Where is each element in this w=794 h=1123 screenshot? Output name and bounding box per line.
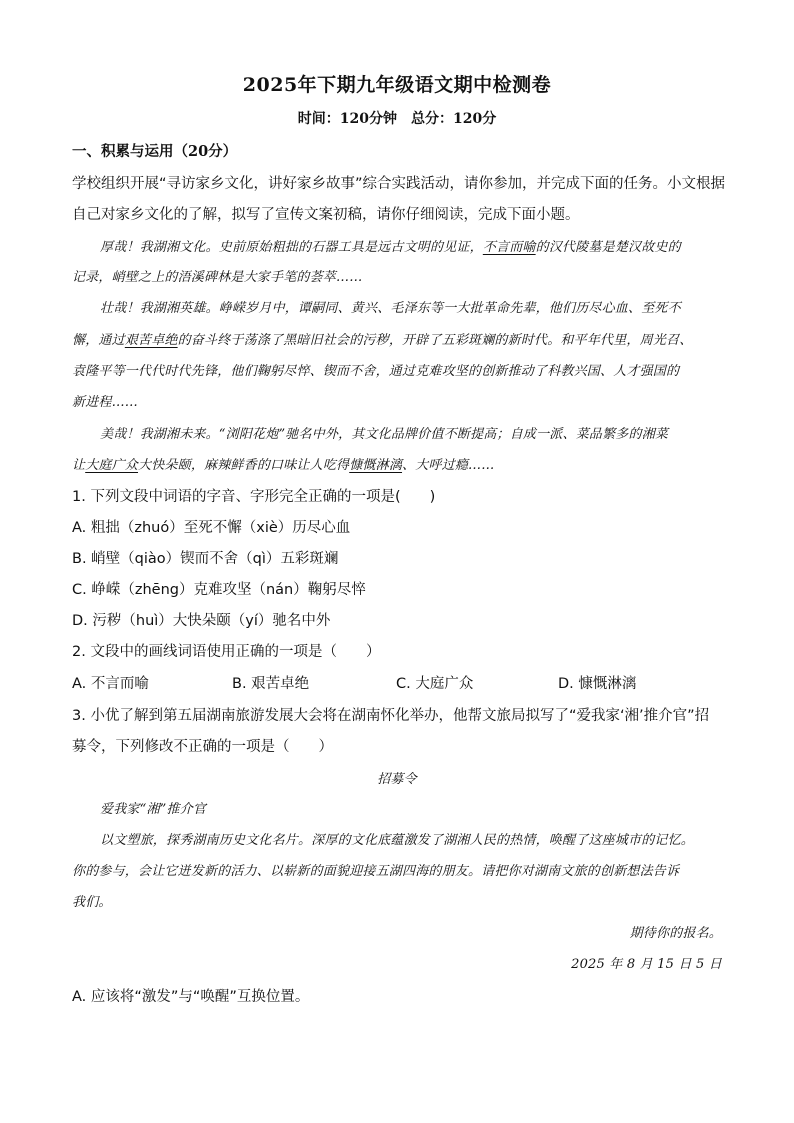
question-1-stem: 1. 下列文段中词语的字音、字形完全正确的一项是( ) (72, 489, 436, 505)
notice-title: 招募令 (377, 772, 417, 787)
page-title: 2025年下期九年级语文期中检测卷 (242, 74, 552, 96)
question-2-option-d: D. 慷慨淋漓 (558, 676, 637, 692)
underlined-term: 大庭广众 (85, 458, 139, 473)
passage-p2-line-2 (72, 329, 722, 348)
passage-p3-line-2 (72, 454, 722, 473)
question-1-option-b: B. 峭壁（qiào）锲而不舍（qì）五彩斑斓 (72, 551, 339, 567)
question-3-stem-line-2: 募令，下列修改不正确的一项是（ ） (72, 739, 333, 755)
passage-p2-line-4: 新进程…… (72, 395, 139, 410)
underlined-term: 不言而喻 (482, 240, 536, 255)
question-2-option-c: C. 大庭广众 (396, 676, 474, 692)
notice-date: 2025 年 8 月 15 日 5 日 (571, 957, 722, 972)
question-3-option-a: A. 应该将“激发”与“唤醒”互换位置。 (72, 989, 310, 1005)
question-1-option-a: A. 粗拙（zhuó）至死不懈（xiè）历尽心血 (72, 520, 351, 536)
notice-line-1: 以文塑旅，探秀湖南历史文化名片。深厚的文化底蕴激发了湖湘人民的热情，唤醒了这座城市的记忆。 (100, 833, 695, 848)
passage-text: 、大呼过瘾…… (402, 458, 495, 473)
question-1-option-c: C. 峥嵘（zhēng）克难攻坚（nán）鞠躬尽悴 (72, 582, 366, 598)
notice-heading: 爱我家“湘”推介官 (100, 802, 207, 817)
passage-p3-line-1: 美哉！我湖湘未来。“浏阳花炮”驰名中外，其文化品牌价值不断提高；自成一派、菜品繁多的湘菜 (100, 427, 669, 442)
intro-line-1: 学校组织开展“寻访家乡文化，讲好家乡故事”综合实践活动，请你参加，并完成下面的任务。小文根据 (72, 176, 726, 192)
passage-p1-line-2: 记录，峭壁之上的浯溪碑林是大家手笔的荟萃…… (72, 270, 363, 285)
question-2-option-a: A. 不言而喻 (72, 676, 149, 692)
passage-p2-line-1: 壮哉！我湖湘英雄。峥嵘岁月中，谭嗣同、黄兴、毛泽东等一大批革命先辈，他们历尽心血、至死不 (100, 301, 681, 316)
question-3-stem-line-1: 3. 小优了解到第五届湖南旅游发展大会将在湖南怀化举办，他帮文旅局拟写了“爱我家‘湘’推介官”招 (72, 708, 710, 724)
passage-text: 让 (72, 458, 86, 473)
notice-line-2: 你的参与，会让它迸发新的活力、以崭新的面貌迎接五湖四海的朋友。请把你对湖南文旅的创新想法告诉 (72, 864, 680, 879)
notice-signoff: 期待你的报名。 (629, 926, 722, 941)
passage-p2-line-3: 袁隆平等一代代时代先锋，他们鞠躬尽悴、锲而不舍，通过克难攻坚的创新推动了科教兴国、人才强国的 (72, 364, 680, 379)
underlined-term: 艰苦卓绝 (124, 333, 178, 348)
passage-text: 的奋斗终于荡涤了黑暗旧社会的污秽，开辟了五彩斑斓的新时代。和平年代里，周光召、 (177, 333, 693, 348)
passage-text: 大快朵颐，麻辣鲜香的口味让人吃得 (138, 458, 350, 473)
section-heading: 一、积累与运用（20分） (72, 143, 238, 160)
intro-line-2: 自己对家乡文化的了解，拟写了宣传文案初稿，请你仔细阅读，完成下面小题。 (72, 207, 580, 223)
notice-line-3: 我们。 (72, 895, 112, 910)
exam-time-score: 时间：120分钟 总分：120分 (297, 111, 497, 127)
question-2-option-b: B. 艰苦卓绝 (232, 676, 310, 692)
passage-p1-line-1 (100, 236, 722, 255)
passage-text: 懈，通过 (72, 333, 125, 348)
question-1-option-d: D. 污秽（huì）大快朵颐（yí）驰名中外 (72, 613, 331, 629)
passage-text: 的汉代陵墓是楚汉故史的 (535, 240, 681, 255)
underlined-term: 慷慨淋漓 (349, 458, 403, 473)
question-2-stem: 2. 文段中的画线词语使用正确的一项是（ ） (72, 644, 381, 660)
passage-text: 厚哉！我湖湘文化。史前原始粗拙的石器工具是远古文明的见证， (100, 240, 483, 255)
